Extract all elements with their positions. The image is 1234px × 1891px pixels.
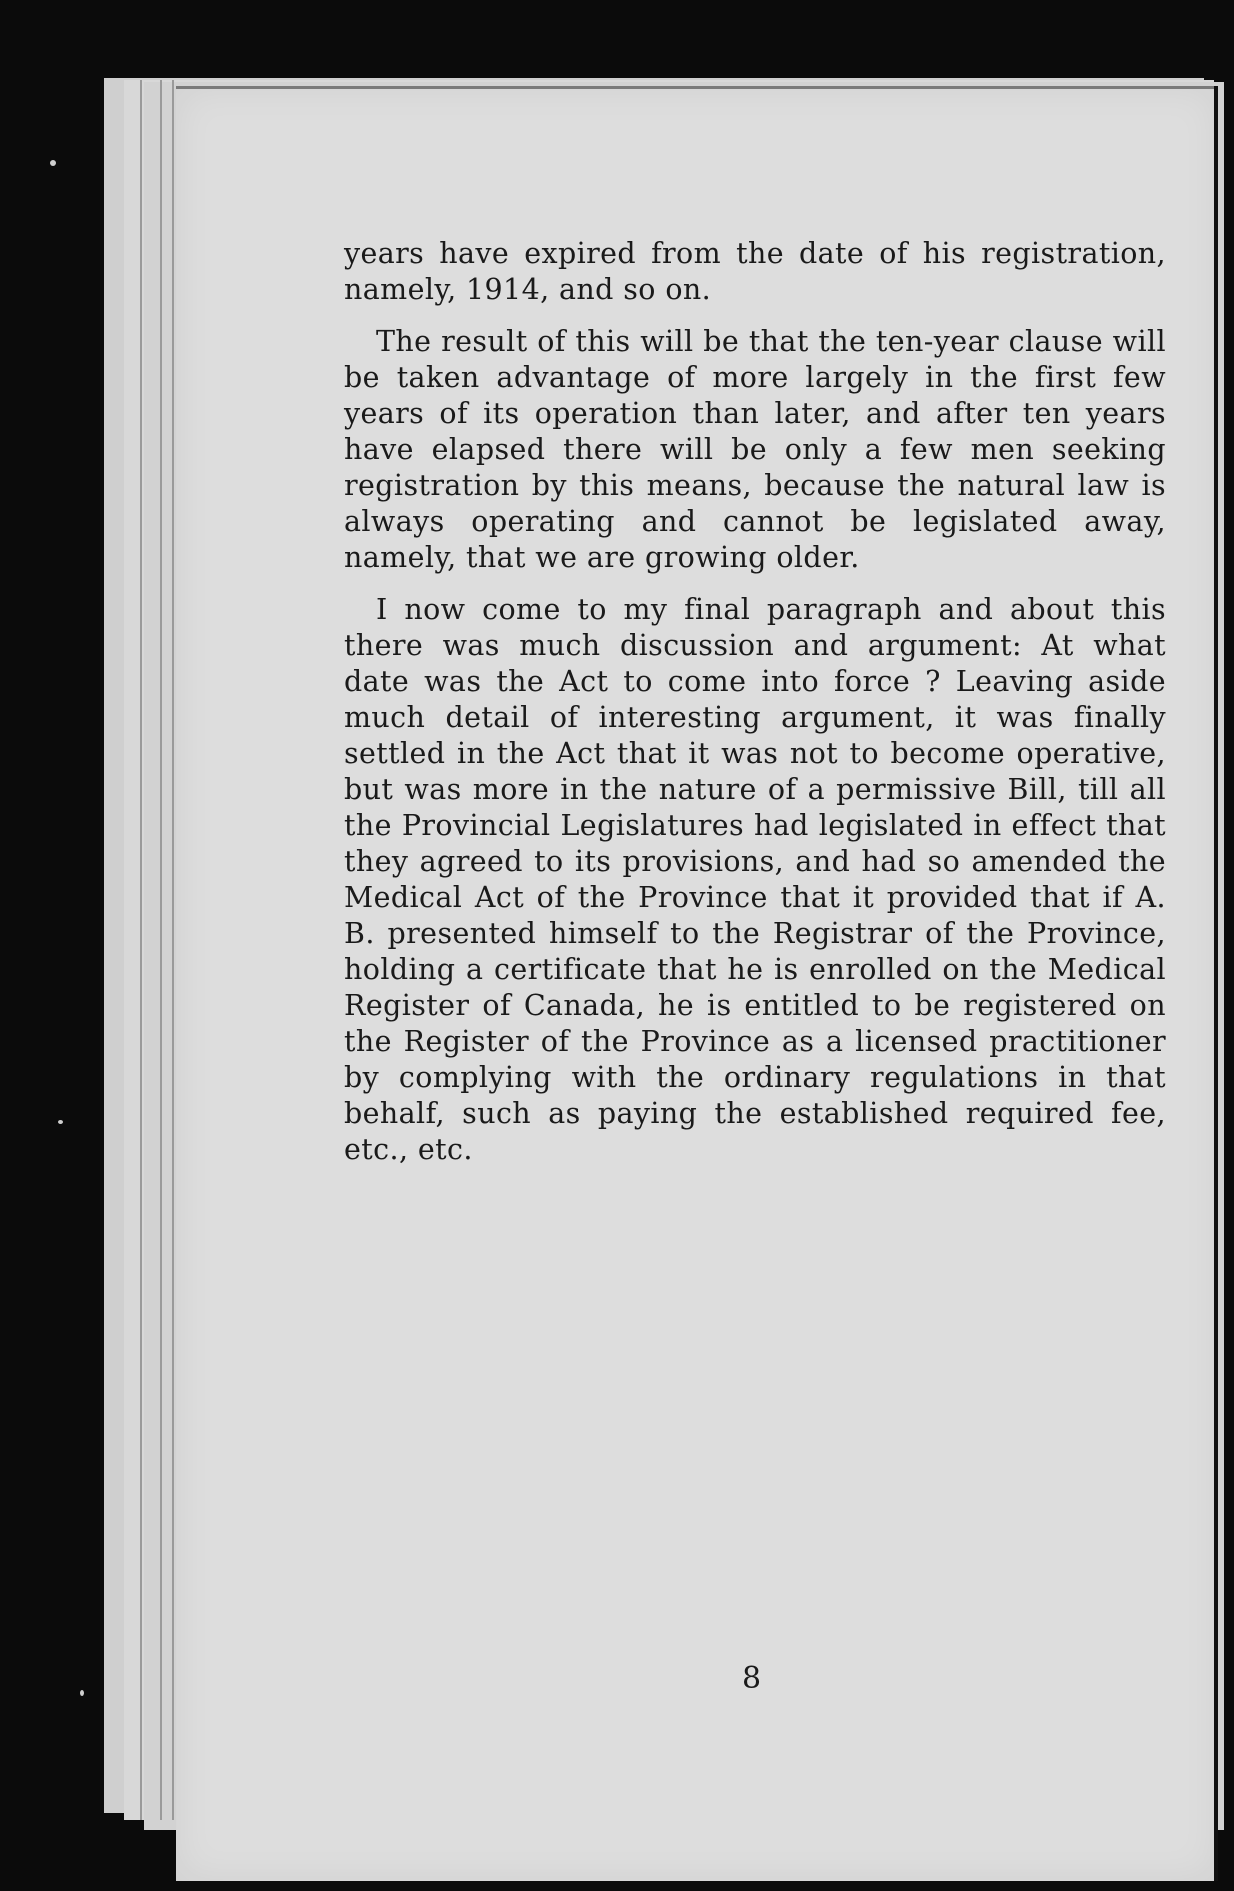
paragraph-ten-year-clause: The result of this will be that the ten-year clause will be taken advantage of more largely in the first few years of its operation than later, and after ten years have elapsed there will be only a few men seeking registration by this means, because the natural law is always operating and cannot be legislated away, namely, that we are growing older. <box>344 325 1166 574</box>
scan-speck <box>50 160 56 166</box>
scan-speck <box>58 1120 63 1124</box>
page-edge-line <box>140 80 142 1820</box>
page-edge-line <box>160 80 162 1820</box>
page-right-border <box>1214 86 1218 1881</box>
page-number: 8 <box>742 1661 762 1696</box>
paragraph-continued: years have expired from the date of his registration, namely, 1914, and so on. <box>344 237 1166 306</box>
scan-speck <box>80 1690 84 1696</box>
document-page <box>176 86 1218 1881</box>
paragraph-final: I now come to my final paragraph and about this there was much discussion and argument: At what date was the Act to come into force ? Leaving aside much detail of interesting argument, it was finally settled in the Act that it was not to become operative, but was more in the nature of a permissive Bill, till all the Provincial Legislatures had legislated in effect that they agreed to its provisions, and had so amended the Medical Act of the Province that it provided that if A. B. presented himself to the Registrar of the Province, holding a certificate that he is enrolled on the Medical Register of Canada, he is entitled to be registered on the Register of the Province as a licensed practitioner by complying with the ordinary regulations in that behalf, such as paying the established required fee, etc., etc. <box>344 593 1166 1166</box>
page-top-border <box>176 86 1218 89</box>
body-text <box>344 236 1166 1184</box>
page-edge-line <box>172 80 174 1820</box>
